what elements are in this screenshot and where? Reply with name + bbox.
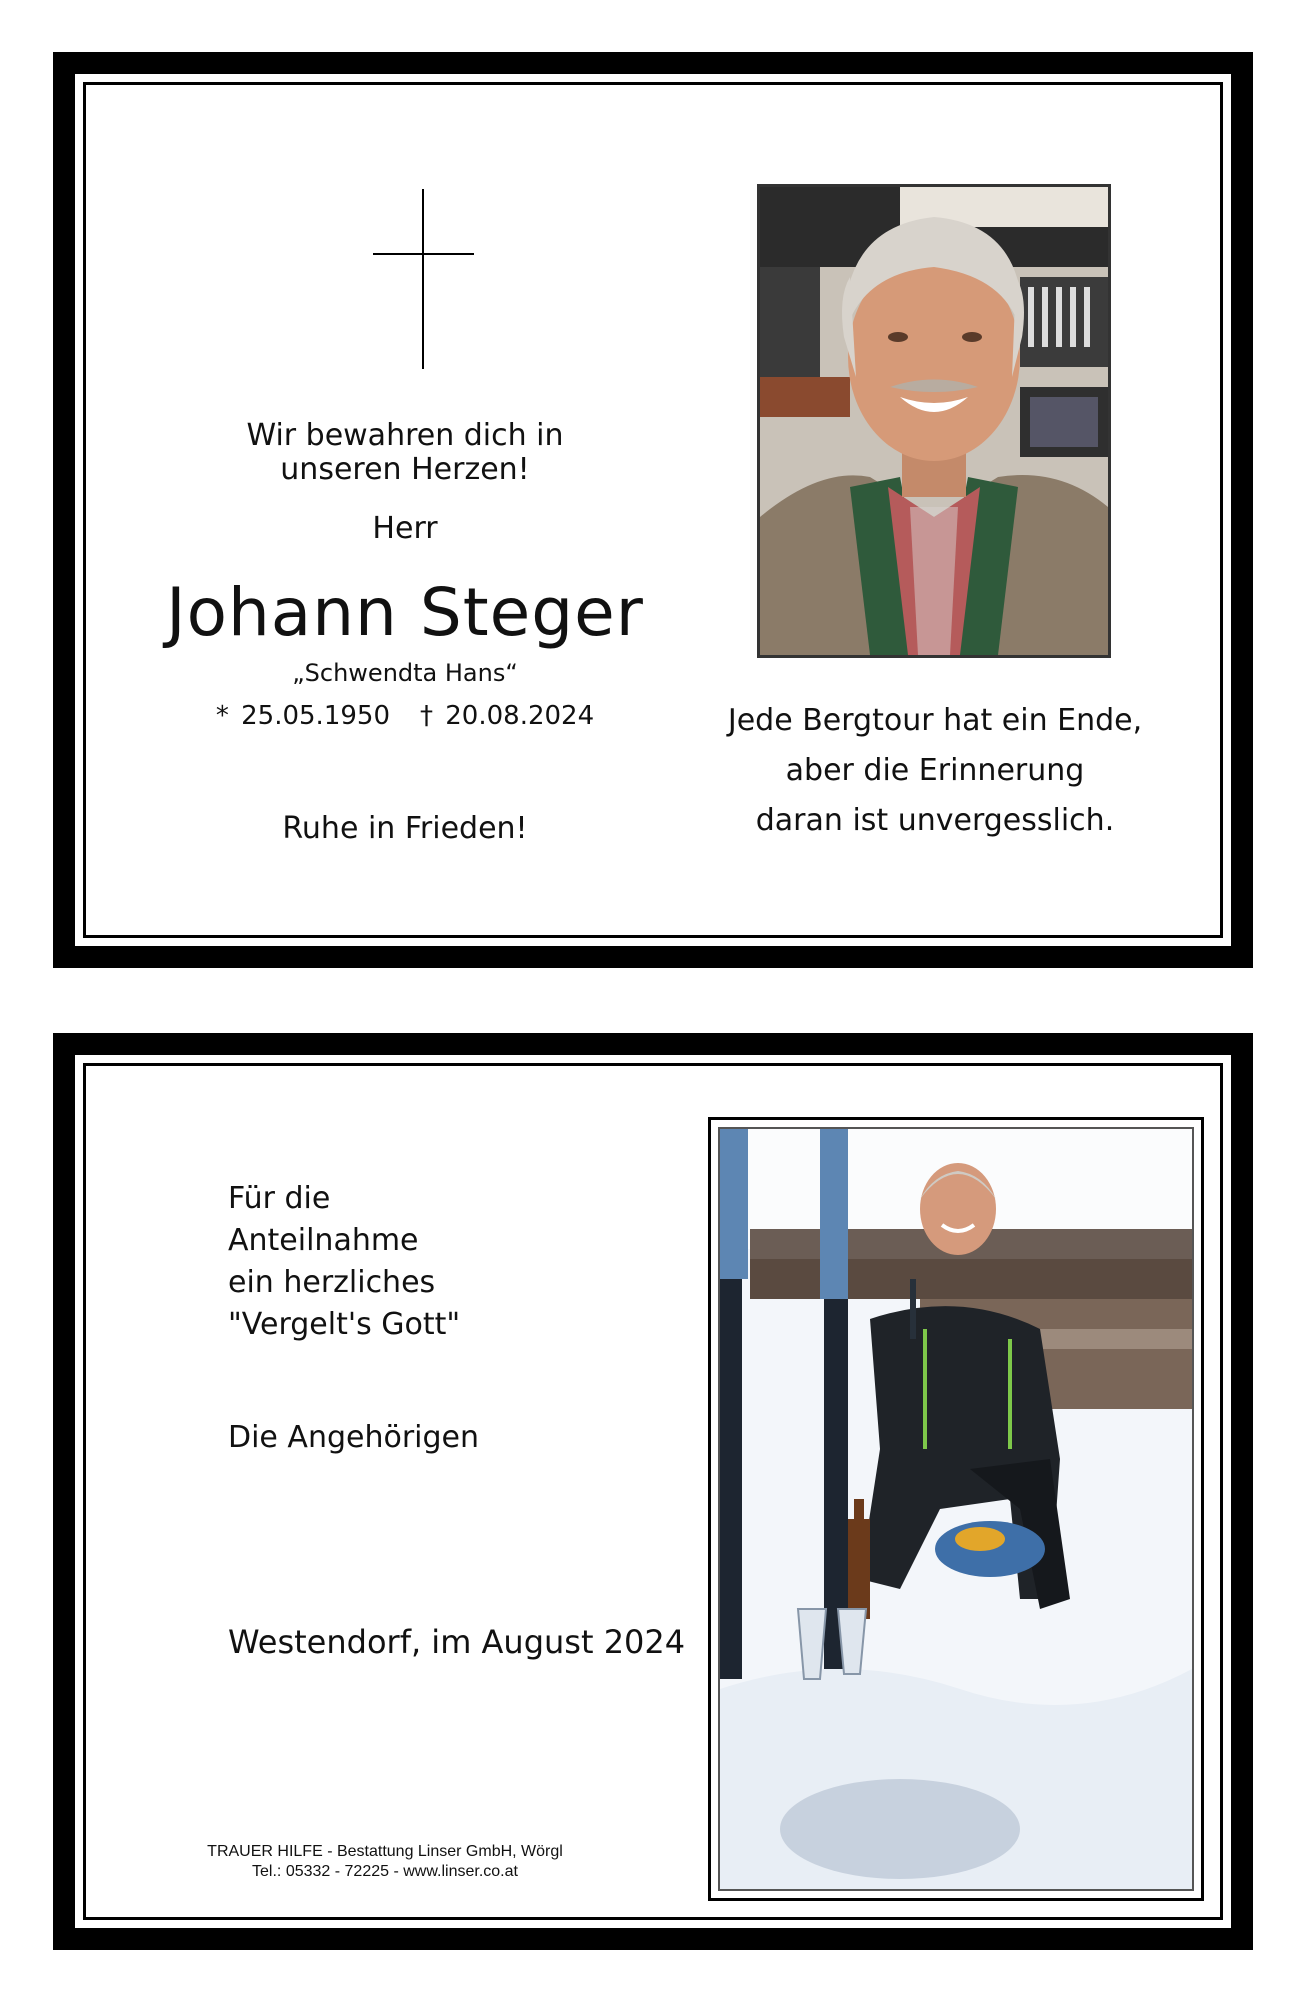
- closing-phrase: Ruhe in Frieden!: [282, 811, 528, 846]
- motto-line-2: unseren Herzen!: [280, 452, 530, 487]
- motto-line-1: Wir bewahren dich in: [246, 418, 564, 453]
- quote-line-3: daran ist unvergesslich.: [755, 803, 1115, 838]
- thanks-message: [228, 1178, 460, 1346]
- snow-photo: [718, 1127, 1194, 1891]
- birth-date: * 25.05.1950: [215, 701, 390, 731]
- quote-line-2: aber die Erinnerung: [785, 753, 1085, 788]
- portrait-photo: [757, 184, 1111, 658]
- footer-line-2: Tel.: 05332 - 72225 - www.linser.co.at: [252, 1863, 518, 1880]
- family-signature: Die Angehörigen: [228, 1420, 480, 1455]
- portrait-illustration: [760, 187, 1108, 655]
- cross-icon: [422, 189, 424, 369]
- deceased-name: Johann Steger: [166, 574, 644, 651]
- life-dates: [165, 701, 645, 731]
- cross-icon-bar: [373, 253, 474, 255]
- death-date: † 20.08.2024: [420, 701, 595, 731]
- snow-photo-illustration: [720, 1129, 1192, 1889]
- place-date: Westendorf, im August 2024: [228, 1623, 686, 1661]
- quote: [715, 696, 1155, 846]
- thanks-line-3: ein herzliches: [228, 1265, 436, 1300]
- thanks-line-2: Anteilnahme: [228, 1223, 419, 1258]
- thanks-line-4: "Vergelt's Gott": [228, 1307, 461, 1342]
- nickname: „Schwendta Hans“: [292, 659, 518, 687]
- front-card: [53, 52, 1253, 968]
- motto: [165, 419, 645, 487]
- quote-line-1: Jede Bergtour hat ein Ende,: [727, 703, 1143, 738]
- funeral-home-footer: [175, 1842, 595, 1882]
- footer-line-1: TRAUER HILFE - Bestattung Linser GmbH, Wörgl: [207, 1843, 563, 1860]
- back-card: [53, 1033, 1253, 1950]
- snow-photo-frame: [708, 1117, 1204, 1901]
- thanks-line-1: Für die: [228, 1181, 331, 1216]
- salutation: Herr: [372, 511, 438, 546]
